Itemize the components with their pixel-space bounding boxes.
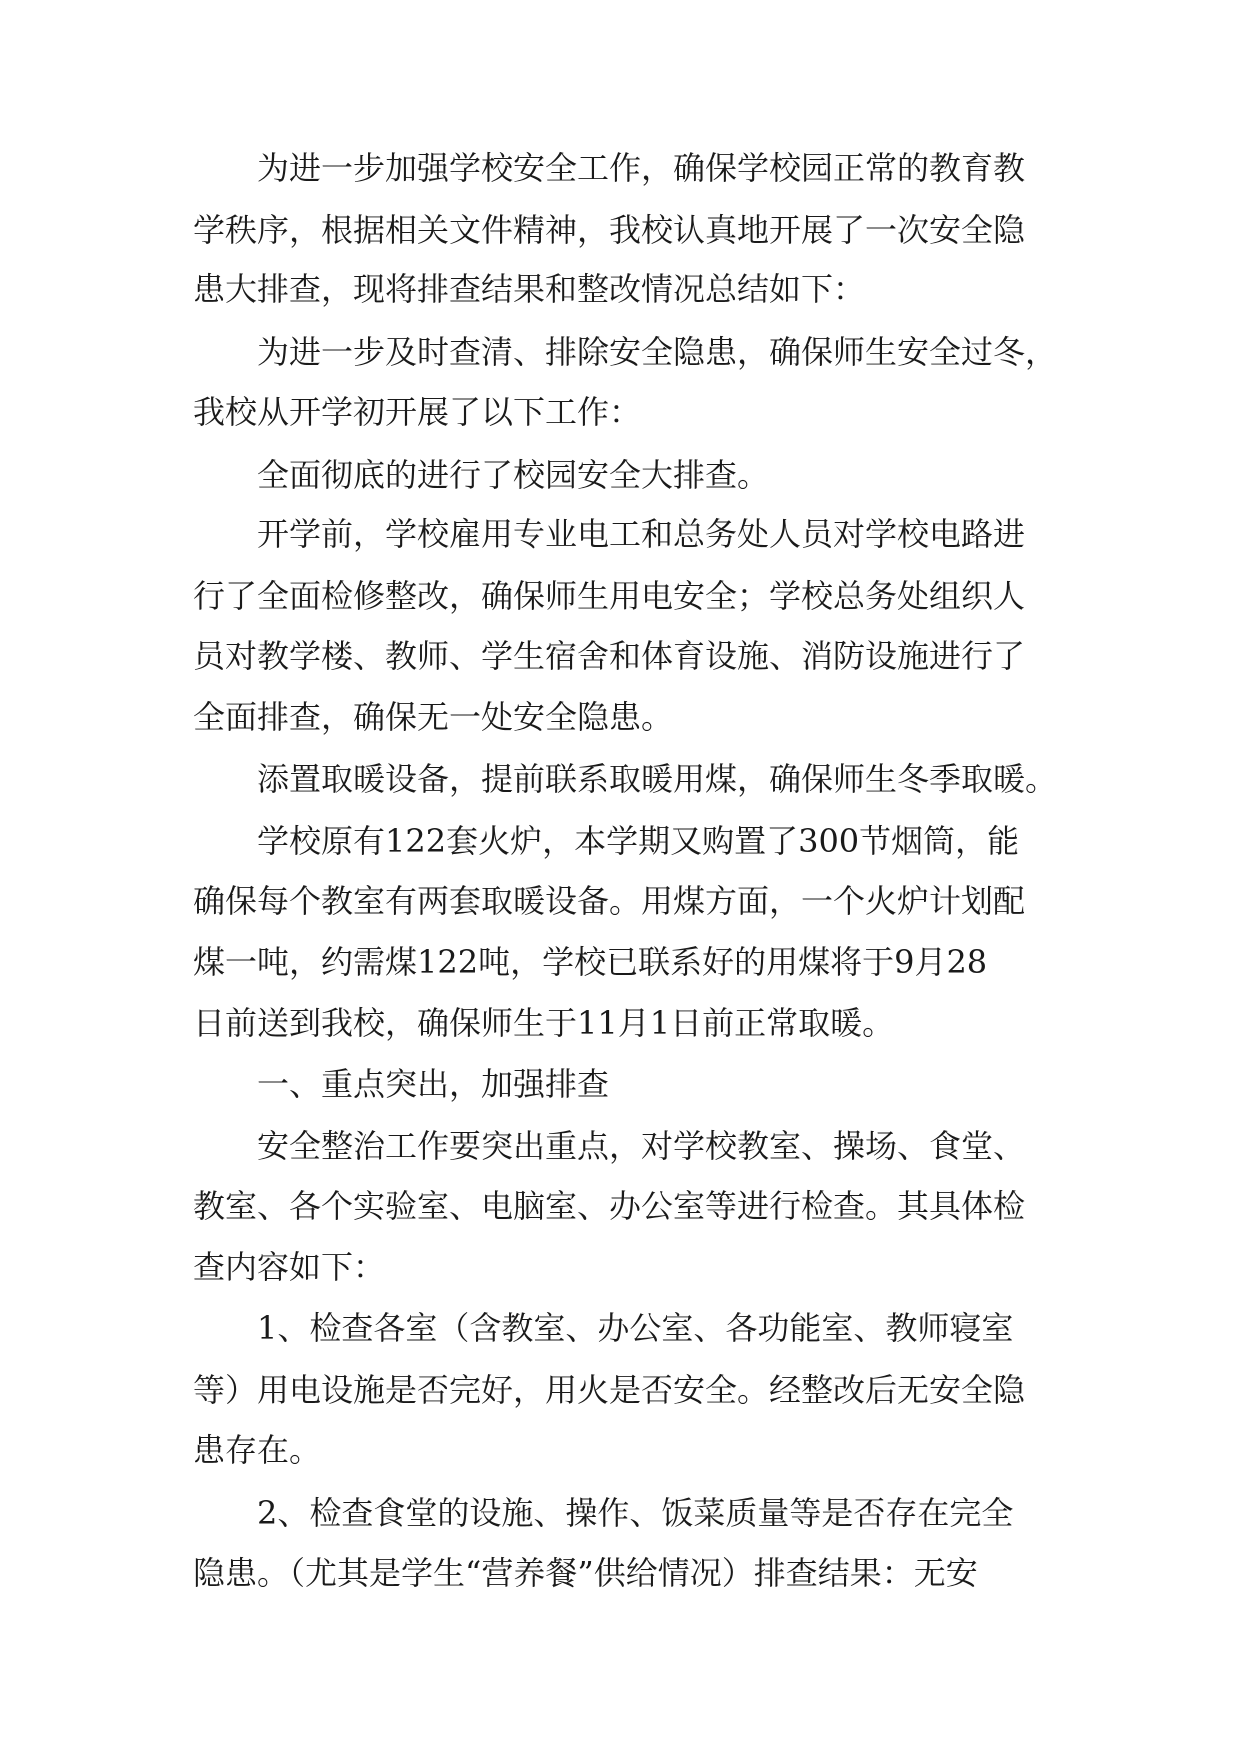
text-line: 2、检查食堂的设施、操作、饭菜质量等是否存在完全 <box>257 1494 1014 1532</box>
text-line: 我校从开学初开展了以下工作： <box>193 393 642 431</box>
text-line: 患大排查，现将排查结果和整改情况总结如下： <box>193 270 866 308</box>
text-line: 为进一步加强学校安全工作，确保学校园正常的教育教 <box>257 149 1026 187</box>
text-line: 煤一吨，约需煤122吨，学校已联系好的用煤将于9月28 <box>193 943 988 981</box>
text-line: 1、检查各室（含教室、办公室、各功能室、教师寝室 <box>257 1309 1014 1347</box>
text-line: 隐患。（尤其是学生“营养餐”供给情况）排查结果：无安 <box>193 1554 978 1592</box>
text-line: 为进一步及时查清、排除安全隐患，确保师生安全过冬， <box>257 333 1058 371</box>
text-line: 开学前，学校雇用专业电工和总务处人员对学校电路进 <box>257 515 1026 553</box>
text-line: 员对教学楼、教师、学生宿舍和体育设施、消防设施进行了 <box>193 637 1026 675</box>
text-line: 教室、各个实验室、电脑室、办公室等进行检查。其具体检 <box>193 1187 1026 1225</box>
text-line: 学秩序，根据相关文件精神，我校认真地开展了一次安全隐 <box>193 211 1026 249</box>
text-line: 等）用电设施是否完好，用火是否安全。经整改后无安全隐 <box>193 1371 1026 1409</box>
text-line: 添置取暖设备，提前联系取暖用煤，确保师生冬季取暖。 <box>257 760 1058 798</box>
text-line: 安全整治工作要突出重点，对学校教室、操场、食堂、 <box>257 1127 1026 1165</box>
text-line: 行了全面检修整改，确保师生用电安全；学校总务处组织人 <box>193 577 1026 615</box>
text-line: 日前送到我校，确保师生于11月1日前正常取暖。 <box>193 1004 895 1042</box>
text-line: 查内容如下： <box>193 1248 386 1286</box>
section-heading: 一、重点突出，加强排查 <box>257 1065 610 1103</box>
text-line: 全面排查，确保无一处安全隐患。 <box>193 698 674 736</box>
text-line: 学校原有122套火炉，本学期又购置了300节烟筒，能 <box>257 822 1020 860</box>
text-line: 患存在。 <box>193 1431 322 1469</box>
text-line: 确保每个教室有两套取暖设备。用煤方面，一个火炉计划配 <box>193 882 1026 920</box>
text-line: 全面彻底的进行了校园安全大排查。 <box>257 456 770 494</box>
